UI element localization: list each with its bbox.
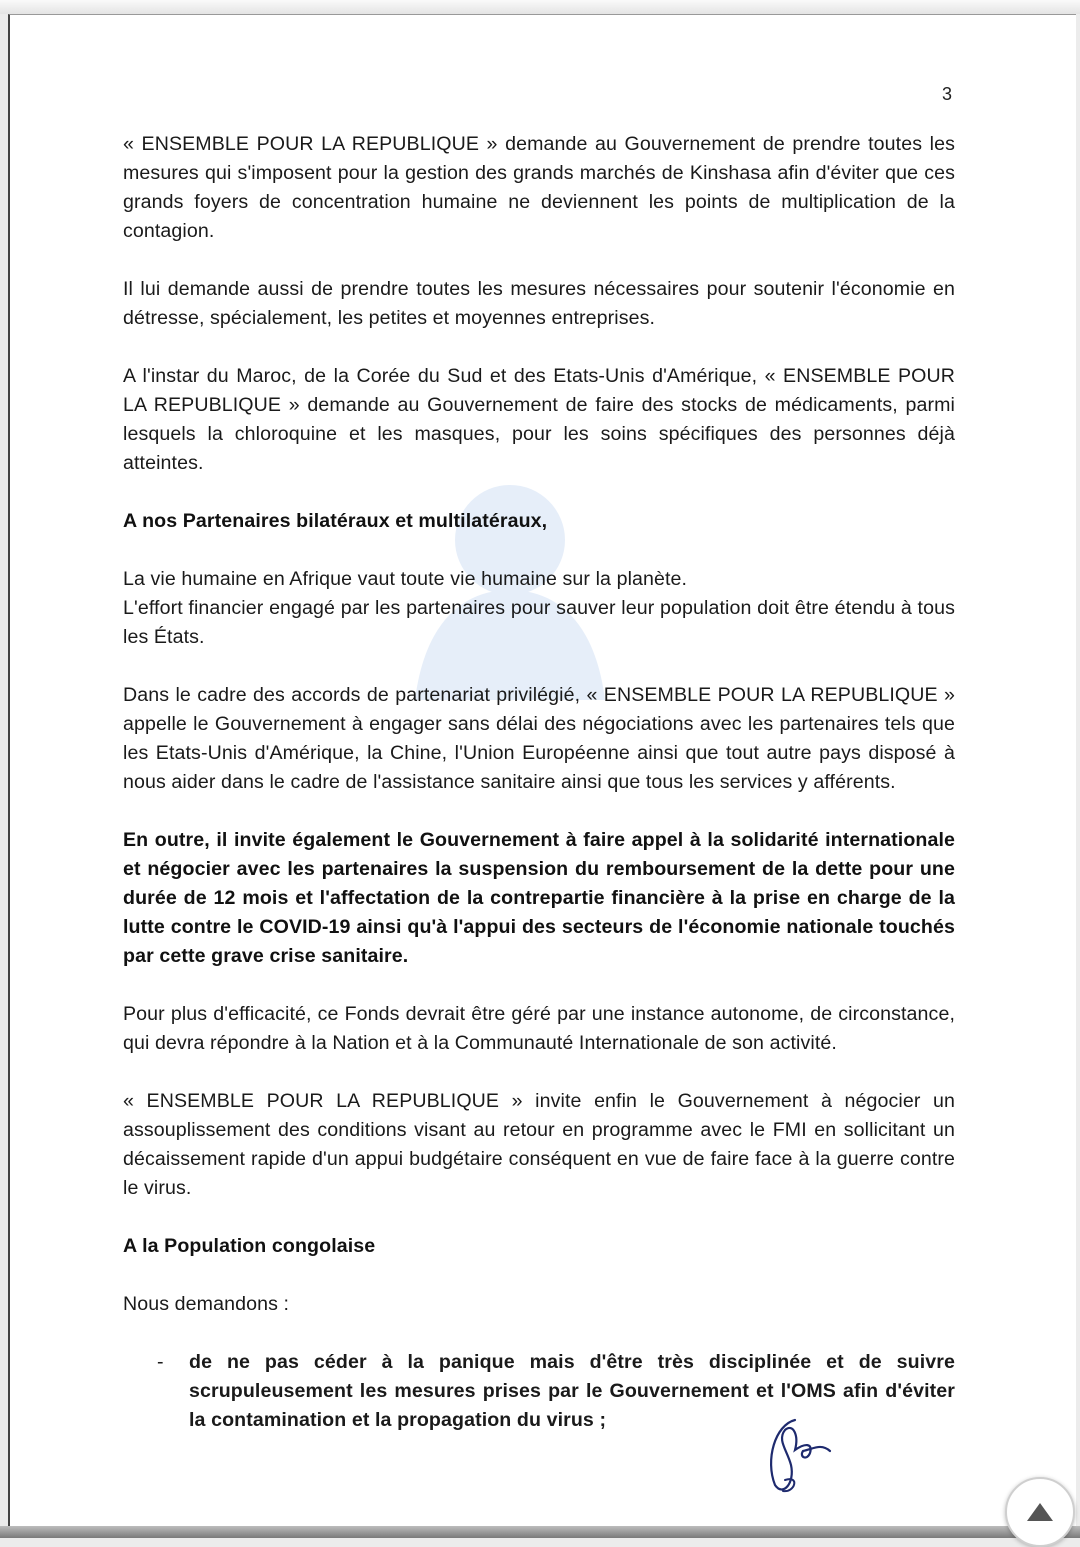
paragraph-partnership: Dans le cadre des accords de partenariat privilégié, « ENSEMBLE POUR LA REPUBLIQUE » appelle le Gouvernement à engager sans délai des négociations avec les partenaires tels que les Etats-Unis d'Amérique, la Chine, l'Union Européenne ainsi que tout autre pays disposé à nous aider dans le cadre de l'assistance sanitaire ainsi que tous les services y afférents. bbox=[123, 684, 955, 793]
paragraph-medicines: A l'instar du Maroc, de la Corée du Sud et des Etats-Unis d'Amérique, « ENSEMBLE POUR LA REPUBLIQUE » demande au Gouvernement de faire des stocks de médicaments, parmi lesquels la chloroquine et les masques, pour les soins spécifiques des personnes déjà atteintes. bbox=[123, 365, 955, 474]
document-body bbox=[123, 130, 955, 1435]
paragraph-fund: Pour plus d'efficacité, ce Fonds devrait être géré par une instance autonome, de circonstance, qui devra répondre à la Nation et à la Communauté Internationale de son activité. bbox=[123, 1003, 955, 1054]
page-number: 3 bbox=[942, 84, 953, 104]
paragraph-debt-suspension: En outre, il invite également le Gouvernement à faire appel à la solidarité internationale et négocier avec les partenaires la suspension du remboursement de la dette pour une durée de 12 mois et l'affectation de la contrepartie financière à la prise en charge de la lutte contre le COVID-19 ainsi qu'à l'appui des secteurs de l'économie nationale touchés par cette grave crise sanitaire. bbox=[123, 829, 955, 967]
list-bullet: - bbox=[157, 1351, 164, 1373]
heading-partners: A nos Partenaires bilatéraux et multilatéraux, bbox=[123, 510, 548, 532]
signature bbox=[755, 1405, 845, 1500]
heading-population: A la Population congolaise bbox=[123, 1235, 376, 1257]
paragraph-financial-effort: L'effort financier engagé par les partenaires pour sauver leur population doit être étendu à tous les États. bbox=[123, 597, 955, 648]
scroll-to-top-button[interactable] bbox=[1005, 1477, 1075, 1547]
scan-bottom-edge bbox=[0, 1526, 1080, 1538]
paragraph-requests: Nous demandons : bbox=[123, 1293, 290, 1315]
list-item-text: de ne pas céder à la panique mais d'être très disciplinée et de suivre scrupuleusement les mesures prises par le Gouvernement et l'OMS afin d'éviter la contamination et la propagation du virus ; bbox=[189, 1351, 955, 1431]
paragraph-markets: « ENSEMBLE POUR LA REPUBLIQUE » demande au Gouvernement de prendre toutes les mesures qui s'imposent pour la gestion des grands marchés de Kinshasa afin d'éviter que ces grands foyers de concentration humaine ne deviennent les points de multiplication de la contagion. bbox=[123, 133, 955, 242]
paragraph-economy: Il lui demande aussi de prendre toutes les mesures nécessaires pour soutenir l'économie en détresse, spécialement, les petites et moyennes entreprises. bbox=[123, 278, 955, 329]
arrow-up-icon bbox=[1025, 1501, 1055, 1523]
paragraph-imf: « ENSEMBLE POUR LA REPUBLIQUE » invite enfin le Gouvernement à négocier un assouplissement des conditions visant au retour en programme avec le FMI en sollicitant un décaissement rapide d'un appui budgétaire conséquent en vue de faire face à la guerre contre le virus. bbox=[123, 1090, 955, 1199]
scan-top-edge bbox=[0, 0, 1080, 14]
paragraph-human-life: La vie humaine en Afrique vaut toute vie humaine sur la planète. bbox=[123, 568, 688, 590]
